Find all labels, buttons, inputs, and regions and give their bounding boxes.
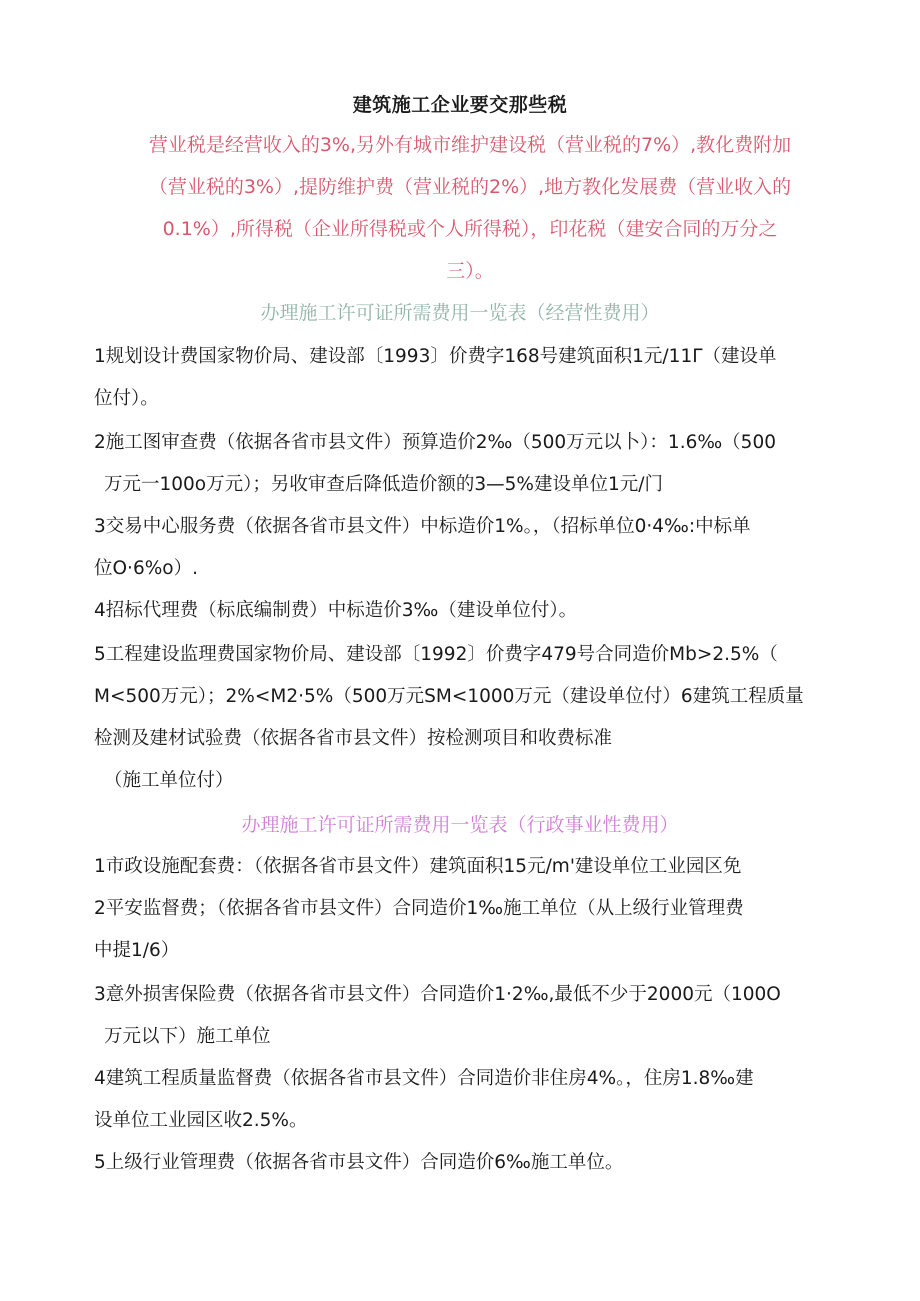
item-line: 检测及建材试验费（依据各省市县文件）按检测项目和收费标准 — [94, 728, 613, 749]
item-line: 1市政设施配套费：（依据各省市县文件）建筑面积15元/m'建设单位工业园区免 — [94, 856, 742, 877]
item-line: 3交易中心服务费（依据各省市县文件）中标造价1%。，（招标单位0·4‰:中标单 — [94, 516, 751, 537]
section2-item-1 — [94, 846, 854, 888]
intro-line: （营业税的3%）,提防维护费（营业税的2%）,地方教化发展费（营业收入的 — [148, 176, 792, 198]
intro-line: 营业税是经营收入的3%,另外有城市维护建设税（营业税的7%）,教化费附加 — [148, 134, 792, 156]
section1-item-1 — [94, 336, 854, 420]
item-line: 1规划设计费国家物价局、建设部〔1993〕价费字168号建筑面积1元/11Γ（建设单 — [94, 346, 777, 367]
section2-item-5 — [94, 1142, 854, 1184]
item-line: M<500万元）；2%<M2·5%（500万元SM<1000万元（建设单位付）6建筑工程质量 — [94, 686, 804, 707]
section2-item-3 — [94, 974, 854, 1058]
section1-heading: 办理施工许可证所需费用一览表（经营性费用） — [260, 302, 660, 324]
document-title: 建筑施工企业要交那些税 — [352, 94, 568, 116]
item-line: 位付）。 — [94, 388, 159, 409]
item-line: 3意外损害保险费（依据各省市县文件）合同造价1·2‰,最低不少于2000元（100O — [94, 984, 781, 1005]
item-line: 万元以下）施工单位 — [104, 1026, 271, 1047]
item-line: 5上级行业管理费（依据各省市县文件）合同造价6‰施工单位。 — [94, 1152, 624, 1173]
item-line: 设单位工业园区收2.5%。 — [94, 1110, 308, 1131]
intro-line: 0.1%）,所得税（企业所得税或个人所得税），印花税（建安合同的万分之 — [162, 218, 778, 240]
intro-line: 三）。 — [446, 260, 494, 282]
item-line: 2平安监督费；（依据各省市县文件）合同造价1‰施工单位（从上级行业管理费 — [94, 898, 744, 919]
section1-item-4 — [94, 590, 854, 632]
item-line: 位O·6%o）. — [94, 558, 198, 579]
section2-item-4 — [94, 1058, 854, 1142]
item-line: 4建筑工程质量监督费（依据各省市县文件）合同造价非住房4%。，住房1.8‰建 — [94, 1068, 754, 1089]
section1-item-2 — [94, 422, 854, 506]
item-line: 4招标代理费（标底编制费）中标造价3‰（建设单位付）。 — [94, 600, 578, 621]
section2-heading: 办理施工许可证所需费用一览表（行政事业性费用） — [241, 814, 679, 836]
section1-note: （施工单位付） — [104, 770, 234, 791]
item-line: 5工程建设监理费国家物价局、建设部〔1992〕价费字479号合同造价Mb>2.5%（ — [94, 644, 778, 665]
item-line: 2施工图审查费（依据各省市县文件）预算造价2‰（500万元以卜）：1.6‰（500 — [94, 432, 776, 453]
item-line: 万元一100o万元）；另收审查后降低造价额的3—5%建设单位1元/门 — [104, 474, 664, 495]
section2-item-2 — [94, 888, 854, 972]
section1-item-3 — [94, 506, 854, 590]
section1-item-5 — [94, 634, 854, 760]
intro-paragraph — [110, 124, 830, 292]
item-line: 中提1/6） — [94, 940, 180, 961]
